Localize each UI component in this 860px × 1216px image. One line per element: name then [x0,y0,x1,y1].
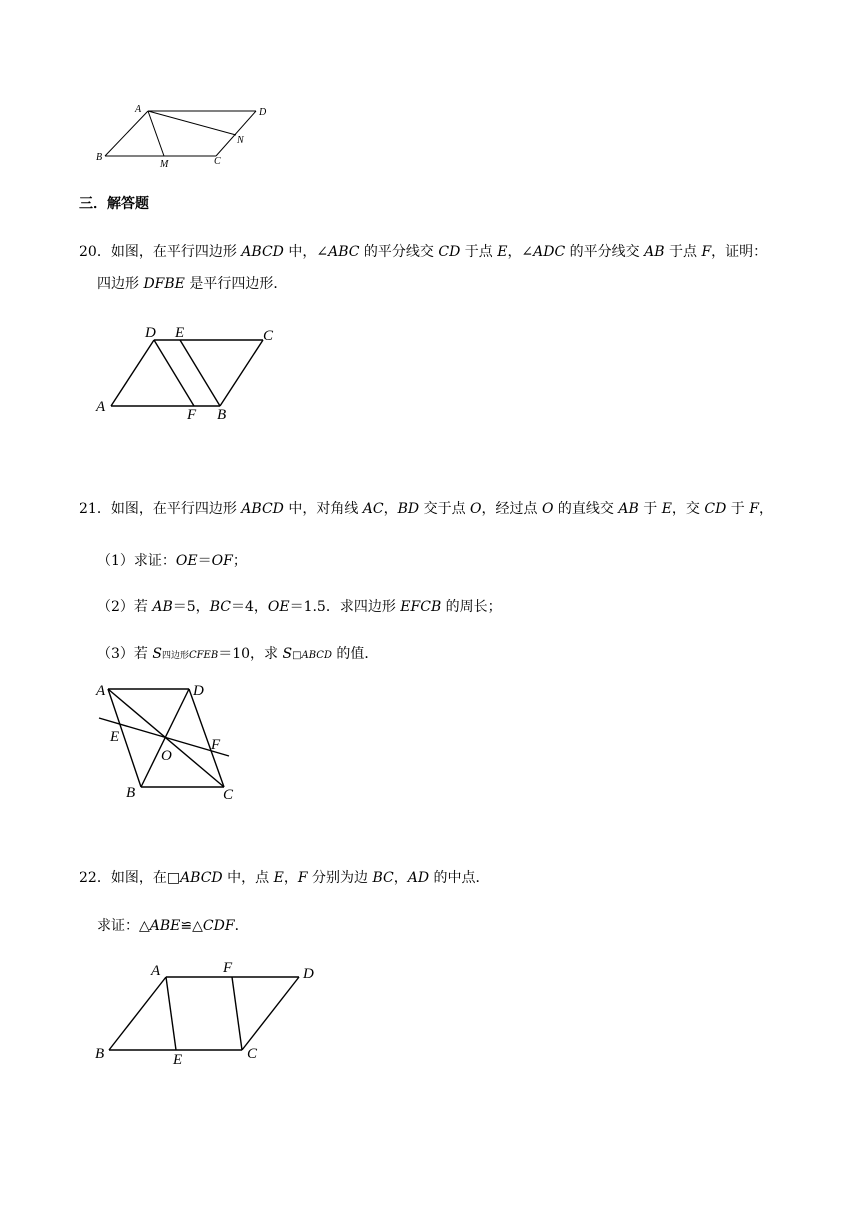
label-f: F [223,960,233,976]
var: S [282,646,293,662]
text: 于点 [664,244,702,260]
text: ，∠ [507,244,534,260]
var: O [541,501,554,517]
label-n: N [237,135,244,146]
subscript: CFEB [188,650,219,661]
label-c: C [247,1046,258,1062]
var: F [701,244,712,260]
var: AB [618,501,639,517]
label-f: F [187,407,197,423]
text: ， [393,870,408,886]
text: 如图，在平行四边形 [110,244,242,260]
label-b: B [126,785,136,801]
var: E [661,501,672,517]
text: 于 [638,501,662,517]
text: 四边形 [97,276,144,292]
var: F [297,870,308,886]
label-b: B [95,1046,105,1062]
text: ≌△ [180,918,203,934]
var: AB [644,244,665,260]
text: ＝4， [230,599,268,615]
text: ，经过点 [481,501,542,517]
text: 的值． [331,646,379,662]
var: ADC [533,244,566,260]
var: ABE [149,918,181,934]
label-a: A [151,963,161,979]
text: 中，点 [222,870,274,886]
label-a: A [96,399,106,415]
text: （1）求证： [97,553,176,569]
label-e: E [110,729,120,745]
var: ABCD [241,244,284,260]
text: ． [234,918,249,934]
var: BD [397,501,420,517]
var: OF [211,553,233,569]
label-o: O [161,748,172,764]
var: E [497,244,508,260]
text: ＝1.5．求四边形 [289,599,401,615]
question-number: 22． [79,870,111,886]
text: ＝5， [172,599,210,615]
text: ，交 [671,501,705,517]
var: BC [209,599,231,615]
question-number: 20． [79,244,111,260]
var: AB [152,599,173,615]
text: 的中点． [429,870,490,886]
text: 如图，在 [110,870,167,886]
var: AD [407,870,430,886]
var: AC [362,501,384,517]
label-f: F [211,737,221,753]
var: DFBE [143,276,185,292]
label-a: A [96,683,106,699]
label-d: D [193,683,204,699]
var: CD [704,501,727,517]
label-e: E [175,325,185,341]
var: CD [438,244,461,260]
text: （3）若 [97,646,153,662]
label-e: E [173,1052,183,1068]
text: ，证明： [711,244,768,260]
var: O [470,501,482,517]
text: ， [283,870,298,886]
text: 的直线交 [553,501,619,517]
text: 分别为边 [307,870,373,886]
text: 是平行四边形． [184,276,288,292]
var: E [273,870,284,886]
text: 交于点 [419,501,471,517]
text: 的平分线交 [359,244,439,260]
text: 中，∠ [283,244,329,260]
text: （2）若 [97,599,153,615]
label-d: D [145,325,156,341]
label-c: C [263,328,274,344]
text: 如图，在平行四边形 [110,501,242,517]
var: CDF [202,918,235,934]
text: ＝10，求 [218,646,283,662]
var: EFCB [400,599,442,615]
subscript: ABCD [301,650,332,661]
label-b: B [96,152,103,163]
var: BC [372,870,394,886]
parallelogram-symbol: □ [166,870,181,886]
var: ABCD [241,501,284,517]
section-title: 三．解答题 [79,196,149,212]
label-a: A [135,104,142,115]
label-d: D [259,107,267,118]
var: S [152,646,162,662]
question-number: 21． [79,501,111,517]
var: ABCD [180,870,223,886]
text: ， [383,501,398,517]
var: OE [267,599,290,615]
label-c: C [214,156,221,167]
label-b: B [217,407,227,423]
var: ABC [328,244,360,260]
subscript: □ [292,650,302,661]
text: 求证：△ [97,918,150,934]
text: ， [758,501,773,517]
var: OE [175,553,198,569]
text: 中，对角线 [283,501,363,517]
text: ； [232,553,247,569]
var: F [749,501,759,517]
label-c: C [223,787,234,803]
text: 的周长； [441,599,502,615]
text: ＝ [197,553,212,569]
label-d: D [303,966,314,982]
text: 于点 [460,244,498,260]
text: 于 [726,501,750,517]
subscript: 四边形 [161,651,189,661]
text: 的平分线交 [565,244,645,260]
label-m: M [160,159,169,170]
